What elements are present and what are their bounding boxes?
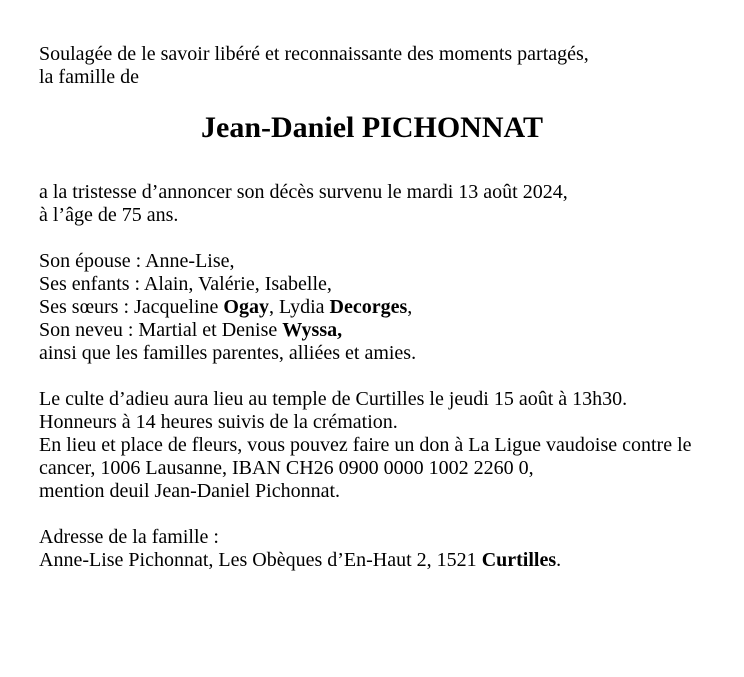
sisters-line <box>39 296 714 319</box>
ceremony-line-5: mention deuil Jean-Daniel Pichonnat. <box>39 480 341 502</box>
address-line <box>39 549 714 572</box>
nephew-line <box>39 319 714 342</box>
sister-surname-2: Decorges <box>329 296 408 318</box>
address-paragraph <box>39 526 714 572</box>
deceased-name-title: Jean-Daniel PICHONNAT <box>201 111 543 144</box>
address-town: Curtilles <box>481 549 557 571</box>
ceremony-paragraph <box>39 388 714 503</box>
ceremony-line-4: cancer, 1006 Lausanne, IBAN CH26 0900 0000 1002 2260 0, <box>39 457 534 479</box>
children-line: Ses enfants : Alain, Valérie, Isabelle, <box>39 273 332 295</box>
ceremony-line-3: En lieu et place de fleurs, vous pouvez faire un don à La Ligue vaudoise contre le <box>39 434 692 456</box>
ceremony-line-2: Honneurs à 14 heures suivis de la crémation. <box>39 411 398 433</box>
nephew-surname: Wyssa, <box>282 319 343 341</box>
address-text-suffix: . <box>556 549 562 571</box>
sister-surname-1: Ogay <box>223 296 269 318</box>
death-line-1: a la tristesse d’annoncer son décès survenu le mardi 13 août 2024, <box>39 181 568 203</box>
sisters-text-prefix: Ses sœurs : Jacqueline <box>39 296 224 318</box>
spouse-line: Son épouse : Anne-Lise, <box>39 250 235 272</box>
intro-line-1: Soulagée de le savoir libéré et reconnaissante des moments partagés, <box>39 43 589 65</box>
death-line-2: à l’âge de 75 ans. <box>39 204 179 226</box>
death-paragraph <box>39 181 714 227</box>
address-text-prefix: Anne-Lise Pichonnat, Les Obèques d’En-Haut 2, 1521 <box>39 549 482 571</box>
family-paragraph <box>39 250 714 365</box>
intro-paragraph <box>39 43 714 89</box>
sisters-text-middle: , Lydia <box>268 296 330 318</box>
intro-line-2: la famille de <box>39 66 139 88</box>
nephew-text-prefix: Son neveu : Martial et Denise <box>39 319 283 341</box>
family-closing-line: ainsi que les familles parentes, alliées et amies. <box>39 342 417 364</box>
address-label-line: Adresse de la famille : <box>39 526 219 548</box>
ceremony-line-1: Le culte d’adieu aura lieu au temple de Curtilles le jeudi 15 août à 13h30. <box>39 388 628 410</box>
sisters-text-suffix: , <box>407 296 413 318</box>
